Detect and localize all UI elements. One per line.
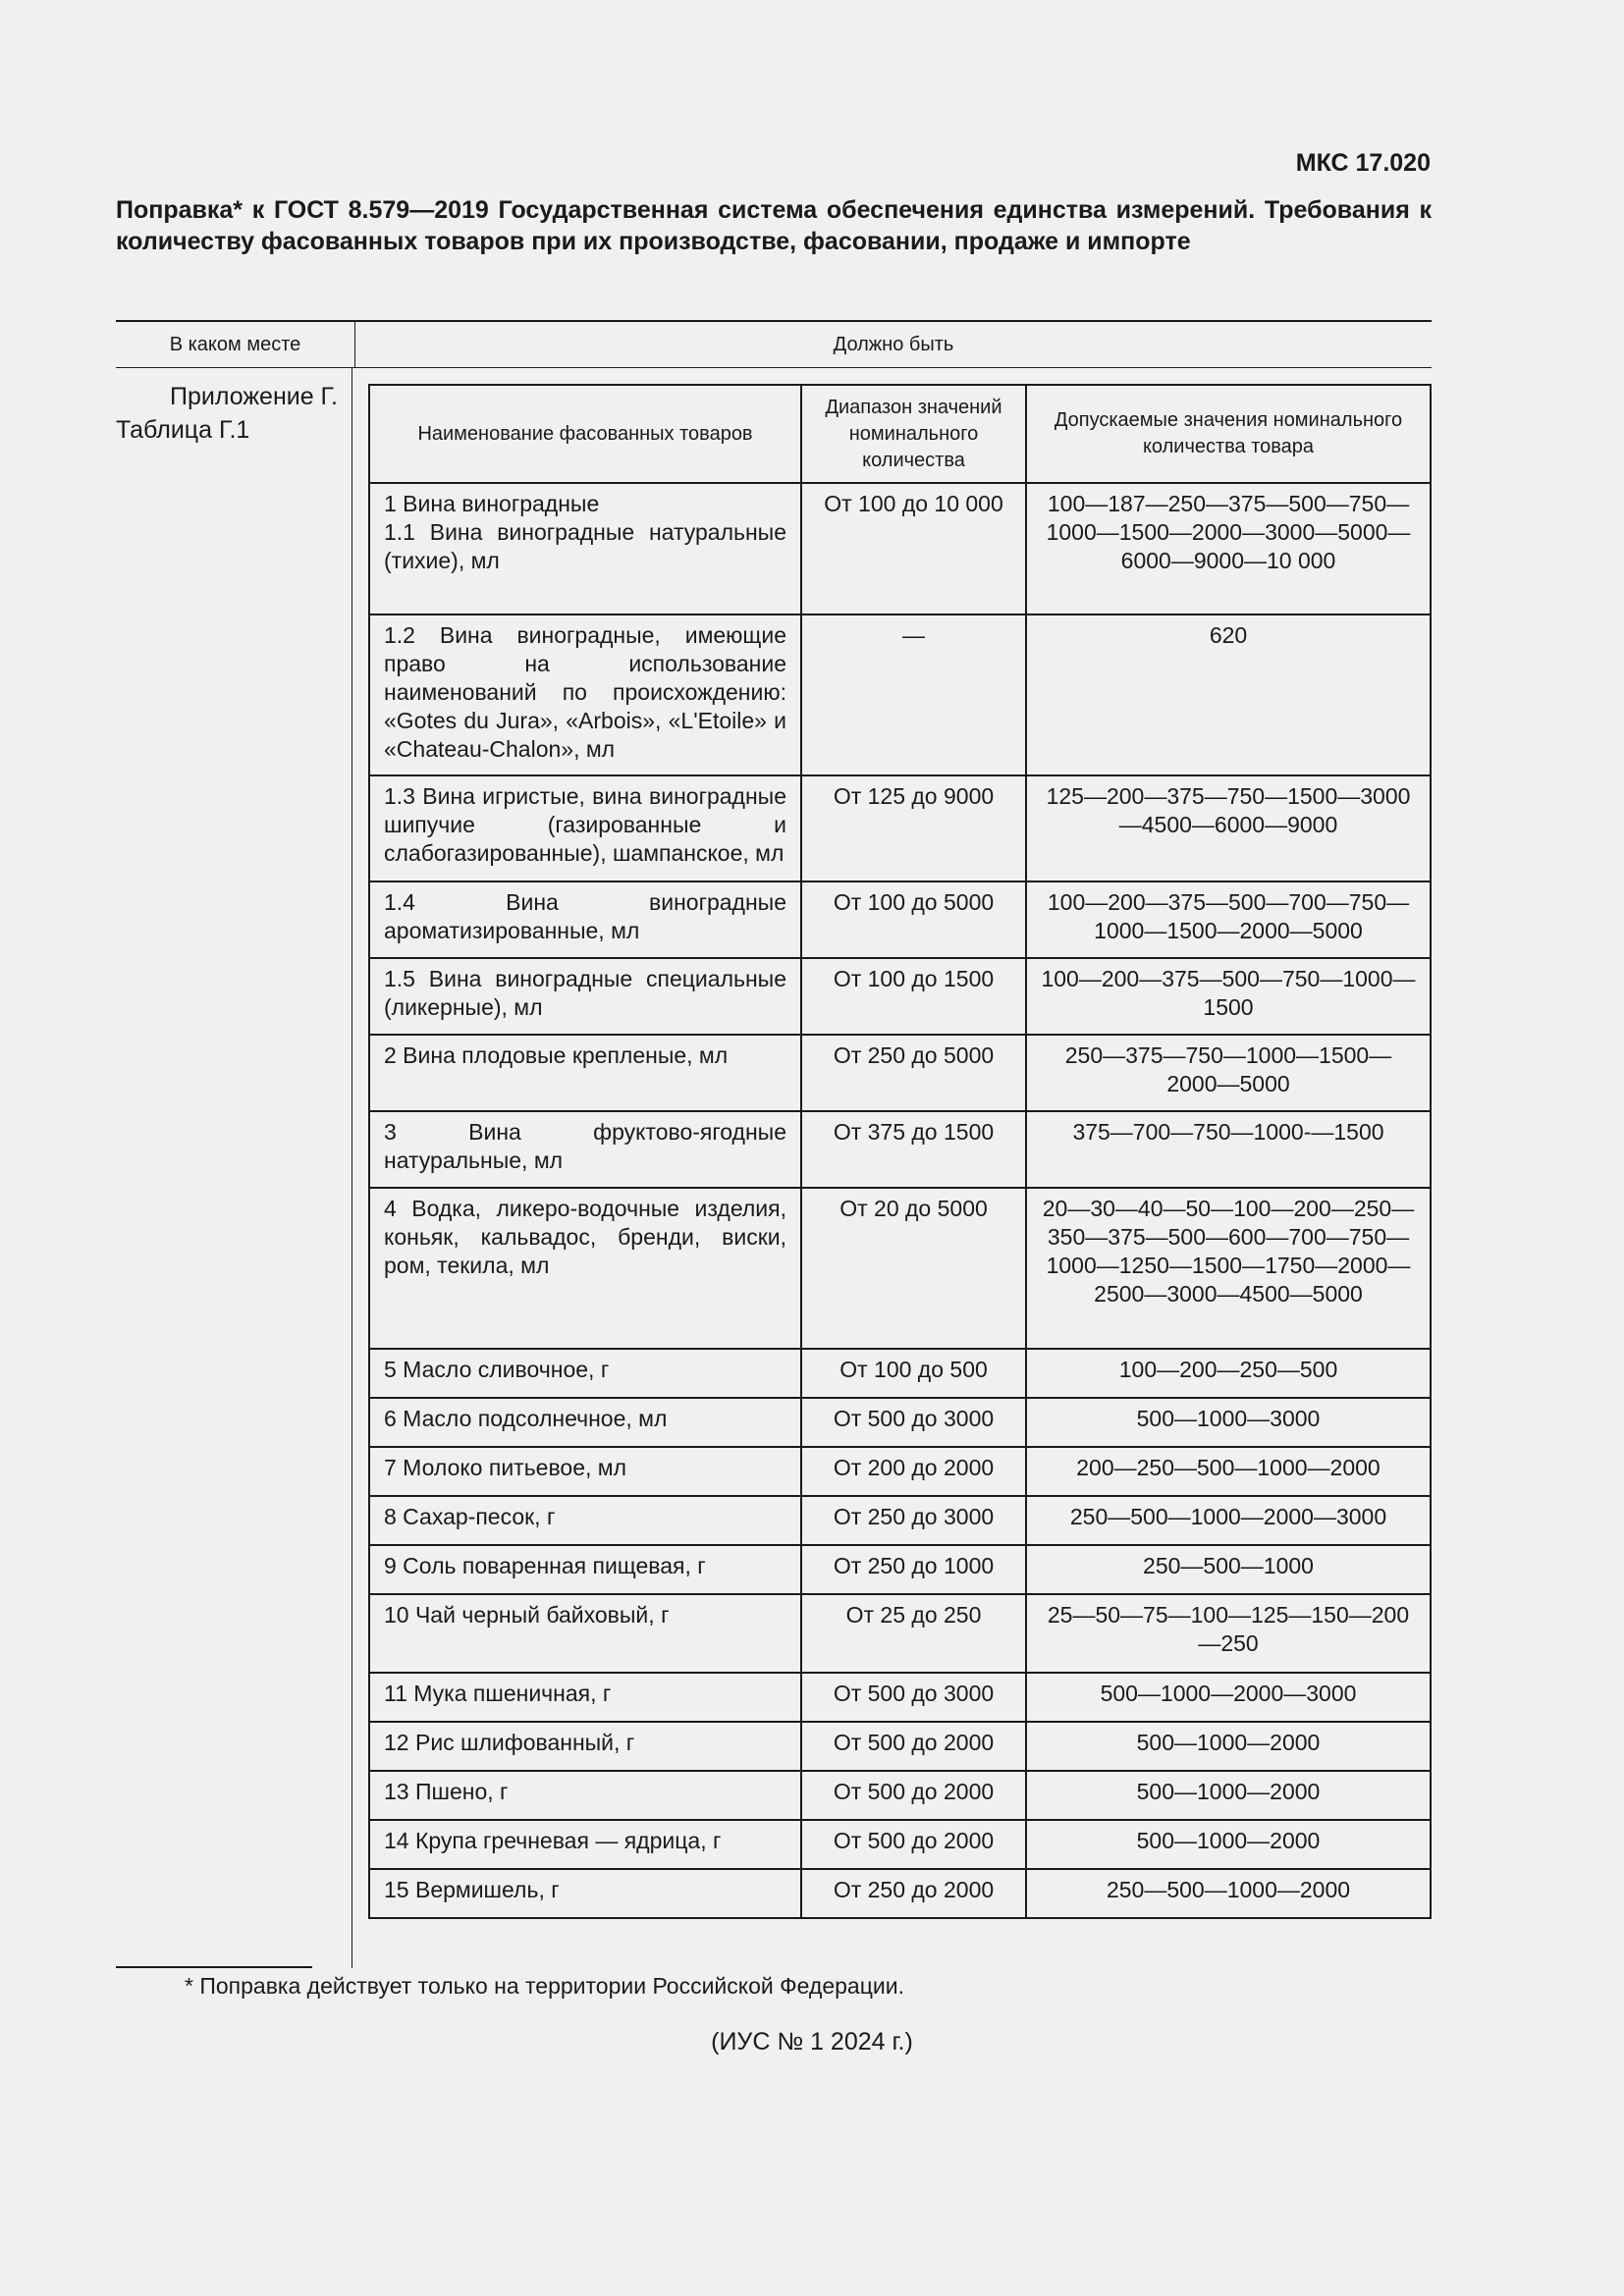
allowed-values-cell: 500—1000—3000 [1026, 1398, 1431, 1447]
table-row [369, 1188, 1431, 1349]
footnote-divider [116, 1966, 312, 1968]
header-range: Диапазон значений номинального количества [801, 385, 1026, 483]
range-cell: От 250 до 3000 [801, 1496, 1026, 1545]
table-row [369, 1447, 1431, 1496]
table-row [369, 1111, 1431, 1188]
packaged-goods-header-row [369, 385, 1431, 483]
range-cell: От 500 до 2000 [801, 1820, 1026, 1869]
table-row [369, 1722, 1431, 1771]
issue-reference: (ИУС № 1 2024 г.) [711, 2028, 913, 2056]
range-cell: От 250 до 1000 [801, 1545, 1026, 1594]
allowed-values-cell: 20—30—40—50—100—200—250—350—375—500—600—700—750—1000—1250—1500—1750—2000—2500—3000—4500—5000 [1026, 1188, 1431, 1349]
packaged-goods-rows [369, 483, 1431, 1918]
allowed-values-cell: 25—50—75—100—125—150—200—250 [1026, 1594, 1431, 1673]
mks-code: МКС 17.020 [1295, 149, 1431, 177]
goods-name-cell: 1.2 Вина виноградные, имеющие право на использование наименований по происхождению: «Gotes du Jura», «Arbois», «L'Etoile» и «Chateau-Chalon», мл [369, 614, 801, 775]
goods-name-cell: 13 Пшено, г [369, 1771, 801, 1820]
packaged-goods-table [368, 384, 1432, 1919]
allowed-values-cell: 500—1000—2000—3000 [1026, 1673, 1431, 1722]
goods-name-cell: 6 Масло подсолнечное, мл [369, 1398, 801, 1447]
allowed-values-cell: 100—200—375—500—750—1000—1500 [1026, 958, 1431, 1035]
table-row [369, 1496, 1431, 1545]
table-row [369, 483, 1431, 614]
table-row [369, 1594, 1431, 1673]
goods-name-cell: 14 Крупа гречневая — ядрица, г [369, 1820, 801, 1869]
table-row [369, 958, 1431, 1035]
where-table-ref: Таблица Г.1 [116, 416, 250, 444]
goods-name-cell: 12 Рис шлифованный, г [369, 1722, 801, 1771]
range-cell: От 500 до 2000 [801, 1771, 1026, 1820]
allowed-values-cell: 500—1000—2000 [1026, 1722, 1431, 1771]
table-row [369, 881, 1431, 958]
range-cell: От 100 до 500 [801, 1349, 1026, 1398]
allowed-values-cell: 200—250—500—1000—2000 [1026, 1447, 1431, 1496]
document-title: Поправка* к ГОСТ 8.579—2019 Государственная система обеспечения единства измерений. Требования к количеству фасованных товаров при их производстве, фасовании, продаже и импорте [116, 196, 1432, 255]
goods-name-cell: 15 Вермишель, г [369, 1869, 801, 1918]
range-cell: От 375 до 1500 [801, 1111, 1026, 1188]
allowed-values-cell: 100—200—250—500 [1026, 1349, 1431, 1398]
footnote: * Поправка действует только на территории Российской Федерации. [185, 1973, 904, 1999]
range-cell: От 100 до 1500 [801, 958, 1026, 1035]
table-row [369, 1349, 1431, 1398]
range-cell: От 125 до 9000 [801, 775, 1026, 881]
table-row [369, 1673, 1431, 1722]
allowed-values-cell: 620 [1026, 614, 1431, 775]
range-cell: От 250 до 5000 [801, 1035, 1026, 1111]
goods-name-cell: 1.3 Вина игристые, вина виноградные шипучие (газированные и слабогазированные), шампанское, мл [369, 775, 801, 881]
allowed-values-cell: 375—700—750—1000-—1500 [1026, 1111, 1431, 1188]
allowed-values-cell: 100—200—375—500—700—750—1000—1500—2000—5000 [1026, 881, 1431, 958]
amendment-table [116, 320, 1432, 1968]
range-cell: От 500 до 3000 [801, 1398, 1026, 1447]
range-cell: От 500 до 3000 [801, 1673, 1026, 1722]
goods-name-cell [369, 483, 801, 614]
table-row [369, 1398, 1431, 1447]
goods-name-cell: 9 Соль поваренная пищевая, г [369, 1545, 801, 1594]
table-row [369, 1035, 1431, 1111]
allowed-values-cell: 250—375—750—1000—1500—2000—5000 [1026, 1035, 1431, 1111]
goods-name-cell: 1.4 Вина виноградные ароматизированные, мл [369, 881, 801, 958]
goods-name-cell: 7 Молоко питьевое, мл [369, 1447, 801, 1496]
goods-name-cell: 11 Мука пшеничная, г [369, 1673, 801, 1722]
allowed-values-cell: 250—500—1000—2000 [1026, 1869, 1431, 1918]
goods-name-cell: 2 Вина плодовые крепленые, мл [369, 1035, 801, 1111]
table-row [369, 1820, 1431, 1869]
header-goods-name: Наименование фасованных товаров [369, 385, 801, 483]
where-appendix: Приложение Г. [169, 383, 338, 410]
goods-name-cell: 8 Сахар-песок, г [369, 1496, 801, 1545]
goods-name-cell: 10 Чай черный байховый, г [369, 1594, 801, 1673]
goods-name-line: 1.1 Вина виноградные натуральные (тихие), мл [384, 519, 786, 573]
range-cell: От 250 до 2000 [801, 1869, 1026, 1918]
allowed-values-cell: 250—500—1000—2000—3000 [1026, 1496, 1431, 1545]
allowed-values-cell: 100—187—250—375—500—750—1000—1500—2000—3000—5000—6000—9000—10 000 [1026, 483, 1431, 614]
allowed-values-cell: 250—500—1000 [1026, 1545, 1431, 1594]
table-row [369, 1771, 1431, 1820]
range-cell: От 25 до 250 [801, 1594, 1026, 1673]
range-cell: От 100 до 10 000 [801, 483, 1026, 614]
range-cell: От 200 до 2000 [801, 1447, 1026, 1496]
table-row [369, 775, 1431, 881]
goods-name-cell: 3 Вина фруктово-ягодные натуральные, мл [369, 1111, 801, 1188]
table-row [369, 1545, 1431, 1594]
table-row [369, 1869, 1431, 1918]
goods-name-cell: 5 Масло сливочное, г [369, 1349, 801, 1398]
goods-name-cell: 1.5 Вина виноградные специальные (ликерные), мл [369, 958, 801, 1035]
allowed-values-cell: 125—200—375—750—1500—3000—4500—6000—9000 [1026, 775, 1431, 881]
allowed-values-cell: 500—1000—2000 [1026, 1771, 1431, 1820]
range-cell: От 20 до 5000 [801, 1188, 1026, 1349]
col-should-header: Должно быть [833, 333, 954, 355]
header-allowed-values: Допускаемые значения номинального количества товара [1026, 385, 1431, 483]
range-cell: — [801, 614, 1026, 775]
table-row [369, 614, 1431, 775]
goods-name-line: 1 Вина виноградные [384, 491, 600, 516]
amendment-table-body [116, 368, 1432, 1968]
allowed-values-cell: 500—1000—2000 [1026, 1820, 1431, 1869]
range-cell: От 500 до 2000 [801, 1722, 1026, 1771]
should-cell [352, 368, 1432, 1968]
where-cell [116, 368, 352, 1968]
range-cell: От 100 до 5000 [801, 881, 1026, 958]
amendment-table-header [116, 322, 1432, 368]
goods-name-cell: 4 Водка, ликеро-водочные изделия, коньяк, кальвадос, бренди, виски, ром, текила, мл [369, 1188, 801, 1349]
col-where-header: В каком месте [116, 322, 355, 367]
